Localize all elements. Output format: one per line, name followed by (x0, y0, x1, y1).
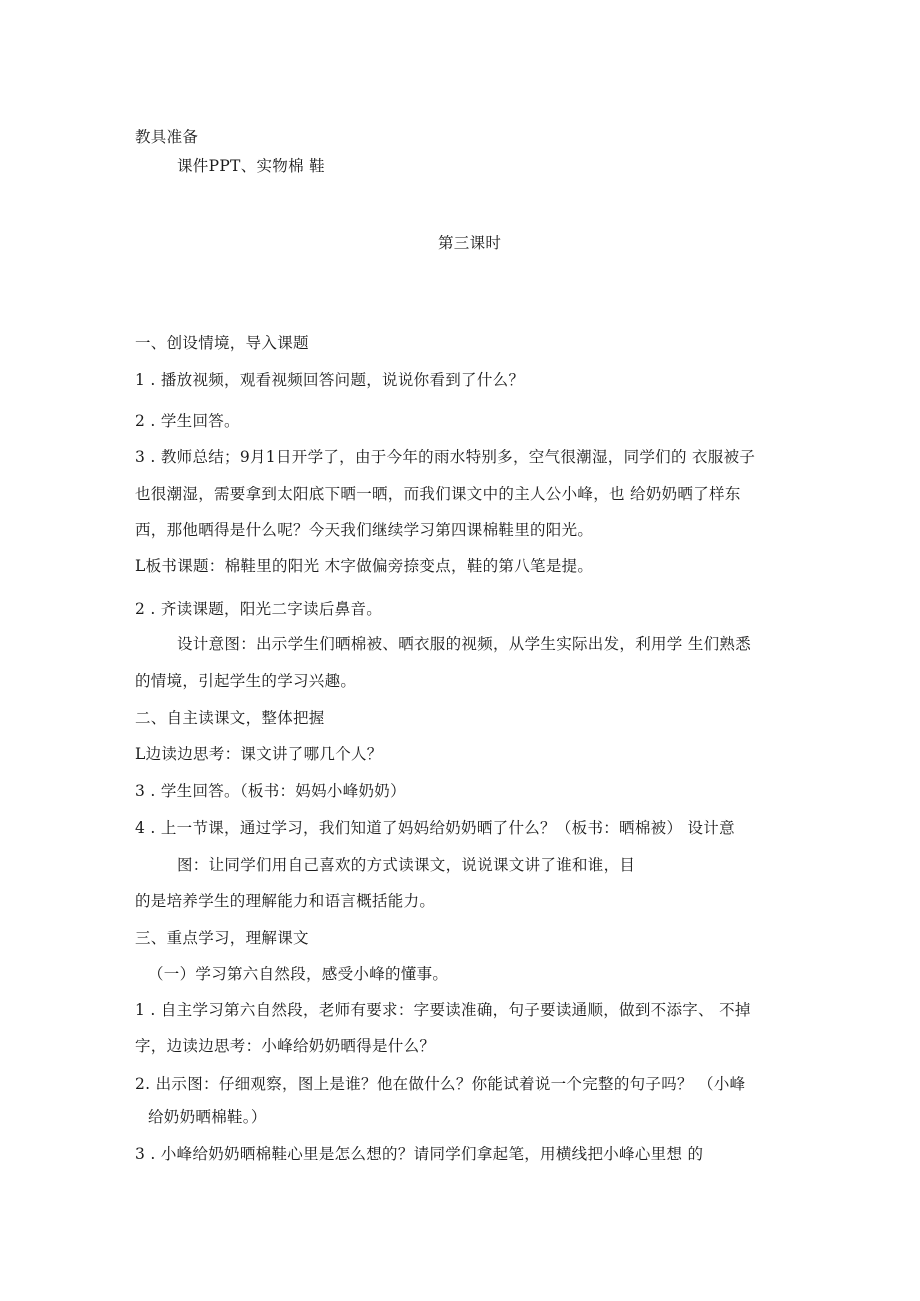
paragraph: 2. 出示图：仔细观察，图上是谁？他在做什么？你能试着说一个完整的句子吗？ （小峰 (135, 1075, 746, 1093)
prep-items: 课件PPT、实物棉 鞋 (177, 157, 325, 175)
section-1-heading: 一、创设情境，导入课题 (135, 334, 309, 352)
paragraph: L板书课题：棉鞋里的阳光 木字做偏旁捺变点，鞋的第八笔是提。 (135, 557, 594, 575)
design-intent: 的情境，引起学生的学习兴趣。 (135, 672, 357, 690)
paragraph: 4 . 上一节课，通过学习，我们知道了妈妈给奶奶晒了什么？（板书：晒棉被） 设计意 (135, 819, 735, 837)
paragraph: 给奶奶晒棉鞋。） (148, 1108, 267, 1126)
paragraph: 图：让同学们用自己喜欢的方式读课文，说说课文讲了谁和谁，目 (177, 856, 636, 874)
paragraph: 也很潮湿，需要拿到太阳底下晒一晒，而我们课文中的主人公小峰，也 给奶奶晒了样东 (135, 485, 741, 503)
paragraph: 字，边读边思考：小峰给奶奶晒得是什么？ (135, 1037, 436, 1055)
paragraph: 1 . 播放视频，观看视频回答问题，说说你看到了什么？ (135, 371, 525, 389)
paragraph: 3 . 学生回答。（板书：妈妈小峰奶奶） (135, 782, 406, 800)
paragraph: 的是培养学生的理解能力和语言概括能力。 (135, 892, 436, 910)
paragraph: 2 . 齐读课题，阳光二字读后鼻音。 (135, 600, 383, 618)
paragraph: 3 . 小峰给奶奶晒棉鞋心里是怎么想的？请同学们拿起笔，用横线把小峰心里想 的 (135, 1145, 704, 1163)
paragraph: 西，那他晒得是什么呢？今天我们继续学习第四课棉鞋里的阳光。 (135, 521, 594, 539)
design-intent: 设计意图：出示学生们晒棉被、晒衣服的视频，从学生实际出发，利用学 生们熟悉 (177, 635, 752, 653)
prep-heading: 教具准备 (135, 128, 199, 146)
section-2-heading: 二、自主读课文，整体把握 (135, 709, 325, 727)
paragraph: L边读边思考：课文讲了哪几个人？ (135, 745, 383, 763)
paragraph: 2 . 学生回答。 (135, 412, 240, 430)
paragraph: 3 . 教师总结；9月1日开学了，由于今年的雨水特别多，空气很潮湿，同学们的 衣服被子 (135, 448, 756, 466)
lesson-title: 第三课时 (438, 234, 502, 252)
subsection-heading: （一）学习第六自然段，感受小峰的懂事。 (148, 965, 449, 983)
paragraph: 1 . 自主学习第六自然段，老师有要求：字要读准确，句子要读通顺，做到不添字、 不掉 (135, 1001, 751, 1019)
section-3-heading: 三、重点学习，理解课文 (135, 929, 309, 947)
